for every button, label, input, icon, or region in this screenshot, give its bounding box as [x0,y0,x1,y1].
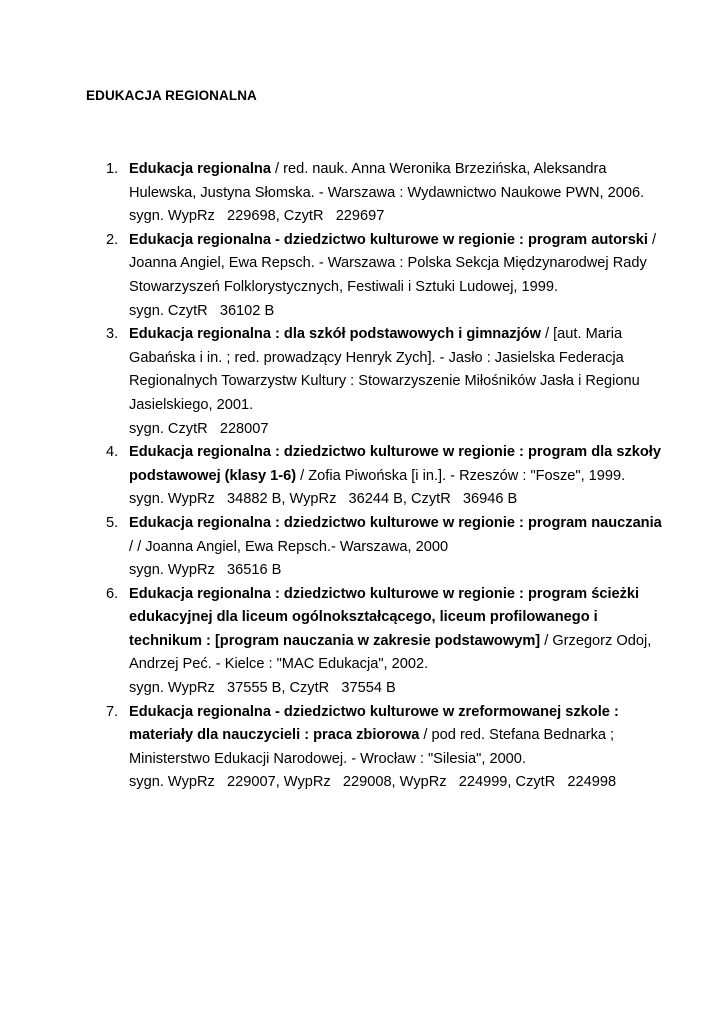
item-number: 3. [106,326,119,343]
item-title: Edukacja regionalna [129,161,271,177]
list-item [106,701,666,795]
item-title: Edukacja regionalna : dziedzictwo kulturowe w regionie : program nauczania [129,514,662,531]
item-signature: sygn. CzytR 36102 B [129,302,275,319]
item-description: / / Joanna Angiel, Ewa Repsch.- Warszawa, 2000 [129,538,449,555]
list-item [106,158,666,229]
item-description: / red. nauk. Anna Weronika Brzezińska, Aleksandra Hulewska, Justyna Słomska. - Warszawa : Wydawnictwo Naukowe PWN, 2006. [129,161,645,201]
item-title: Edukacja regionalna : dziedzictwo kulturowe w regionie : program ścieżki edukacyjnej dla liceum ogólnokształcącego, liceum profilowanego i technikum : [program nauczania w zakresie podstawowym] [129,585,640,649]
item-number: 5. [106,514,119,531]
item-signature: sygn. WypRz 34882 B, WypRz 36244 B, CzytR 36946 B [129,491,518,508]
item-title: Edukacja regionalna - dziedzictwo kulturowe w zreformowanej szkole : materiały dla nauczycieli : praca zbiorowa [129,703,619,744]
list-item [106,512,666,583]
item-description: / Zofia Piwońska [i in.]. - Rzeszów : "Fosze", 1999. [296,467,626,484]
item-number: 1. [106,161,119,177]
item-signature: sygn. WypRz 229698, CzytR 229697 [129,208,385,225]
item-title: Edukacja regionalna : dziedzictwo kulturowe w regionie : program dla szkoły podstawowej (klasy 1-6) [129,444,661,484]
item-number: 2. [106,231,119,248]
item-number: 7. [106,703,119,720]
list-item [106,229,666,323]
item-description: / pod red. Stefana Bednarka ; Ministerstwo Edukacji Narodowej. - Wrocław : "Silesia", 2000. [129,727,615,767]
item-description: / Joanna Angiel, Ewa Repsch. - Warszawa : Polska Sekcja Międzynarodwej Rady Stowarzyszeń Folklorystycznych, Festiwali i Sztuki Ludowej, 1999. [129,231,657,295]
item-signature: sygn. WypRz 36516 B [129,562,282,579]
item-description: / [aut. Maria Gabańska i in. ; red. prowadzący Henryk Zych]. - Jasło : Jasielska Federacja Regionalnych Towarzystw Kultury : Stowarzyszenie Miłośników Jasła i Regionu Jasielskiego, 2001. [129,326,640,413]
item-title: Edukacja regionalna : dla szkół podstawowych i gimnazjów [129,326,541,343]
list-item [106,323,666,441]
item-number: 6. [106,585,119,602]
item-signature: sygn. WypRz 37555 B, CzytR 37554 B [129,680,396,697]
item-signature: sygn. WypRz 229007, WypRz 229008, WypRz 224999, CzytR 224998 [129,774,617,791]
bibliography-list [106,158,666,795]
item-number: 4. [106,444,119,461]
item-signature: sygn. CzytR 228007 [129,420,269,437]
item-description: / Grzegorz Odoj, Andrzej Peć. - Kielce : "MAC Edukacja", 2002. [129,632,652,673]
list-item [106,583,666,701]
list-item [106,441,666,512]
page-title: EDUKACJA REGIONALNA [86,88,257,103]
item-title: Edukacja regionalna - dziedzictwo kulturowe w regionie : program autorski [129,231,648,248]
